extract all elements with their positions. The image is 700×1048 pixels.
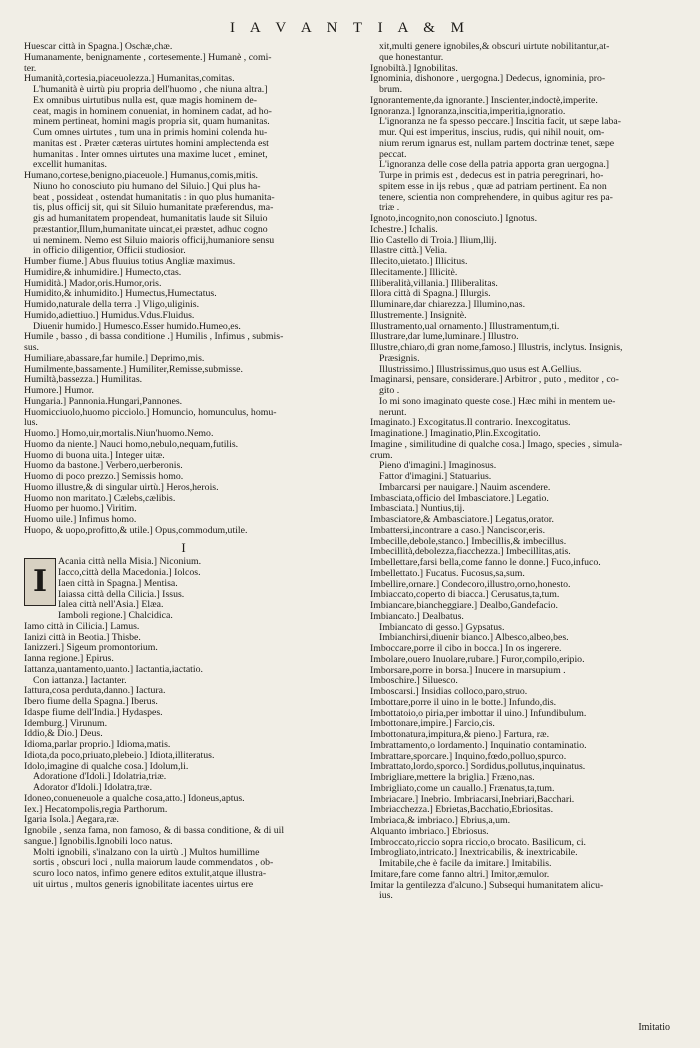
entry-line: Huomicciuolo,huomo picciolo.] Homuncio, homunculus, homu-	[24, 407, 277, 418]
entry-line: Humido,adiettiuo.] Humidus.Vdus.Fluidus.	[24, 310, 195, 321]
entry-line: Humanamente, benignamente , cortesemente.] Humanè , comi-	[24, 52, 272, 63]
entry-line: Huescar città in Spagna.] Oschæ,chæ.	[24, 42, 173, 52]
entry-line: Acania città nella Misia.] Niconium.	[58, 557, 202, 568]
entry-line: tenere, scientia non comprehendere, in quibus agitur res pa-	[379, 192, 613, 203]
entry-line: nerunt.	[379, 407, 407, 418]
right-entries	[370, 42, 692, 902]
entry-line: Imbriacare.] Inebrio. Imbriacarsi,Inebriari,Bacchari.	[370, 794, 575, 805]
entry-line: sortis , obscuri loci , nulla maiorum laude commendatos , ob-	[33, 858, 274, 869]
entry-line: peccat.	[379, 149, 407, 160]
entry-line: tis, plus officij sit, qui sit Siluio humanitate præferendus, ma-	[33, 203, 274, 214]
running-head	[0, 20, 700, 37]
entry-line: Imitabile,che è facile da imitare.] Imitabilis.	[379, 859, 552, 869]
entry-line: Ilio Castello di Troia.] Ilium,llij.	[370, 235, 497, 246]
entry-line: Imagine , similitudine di qualche cosa.] Imago, species , simula-	[370, 439, 623, 450]
entry-line: gito .	[379, 386, 400, 396]
entry-line: Imbiancato.] Dealbatus.	[370, 611, 464, 622]
entry-line: Illecito,uietato.] Illicitus.	[370, 257, 468, 267]
entry-line: Imbrigliato,come un cauallo.] Frænatus,ta,tum.	[370, 783, 555, 794]
catchword: Imitatio	[638, 1022, 670, 1033]
entry-line: Humidità.] Mador,oris.Humor,oris.	[24, 278, 162, 289]
running-head-text: I A V A N T I A & M	[229, 20, 471, 36]
entry-line: Imbasciatore,& Ambasciatore.] Legatus,orator.	[370, 515, 554, 525]
entry-line: Humanità,cortesia,piaceuolezza.] Humanitas,comitas.	[24, 74, 235, 85]
entry-line: ius.	[379, 891, 393, 902]
entry-line: Ignobile , senza fama, non famoso, & di bassa conditione, & di uil	[24, 826, 285, 836]
entry-line: humanitas . Inter omnes uirtutes una maxime lucet , eminet,	[33, 149, 268, 160]
entry-line: Imitare,fare come fanno altri.] Imitor,æmulor.	[370, 869, 550, 880]
entry-line: præstantior,Illum,humanitate uincat,ei præstet, adhuc cogno	[33, 224, 268, 235]
entry-line: sangue.] Ignobilis.Ignobili loco natus.	[24, 836, 173, 847]
entry-line: Imboscarsi.] Insidias colloco,paro,struo.	[370, 687, 528, 697]
entry-line: Humilmente,bassamente.] Humiliter,Remisse,submisse.	[24, 364, 243, 375]
dropcap-entries	[58, 557, 346, 622]
entry-line: Imbottonatura,impitura,& pieno.] Fartura, ræ.	[370, 730, 550, 740]
entry-line: Huomo per huomo.] Viritim.	[24, 504, 137, 515]
entry-line: brum.	[379, 85, 403, 95]
entry-line: Igaria Isola.] Aegara,ræ.	[24, 815, 119, 826]
entry-line: triæ .	[379, 203, 400, 214]
entry-line: Humore.] Humor.	[24, 386, 94, 396]
entry-line: Humile , basso , di bassa conditione .] Humilis , Infimus , submis-	[24, 332, 284, 343]
entry-line: Imbrattamento,o lordamento.] Inquinatio contaminatio.	[370, 740, 587, 751]
entry-line: Illustramento,ual ornamento.] Illustramentum,ti.	[370, 321, 560, 332]
entry-line: Imbrigliare,mettere la briglia.] Fræno,nas.	[370, 773, 535, 783]
entry-line: mur. Qui est imperitus, inscius, rudis, qui nihil nouit, om-	[379, 128, 605, 138]
dropcap-block	[24, 557, 346, 622]
entry-line: Iamboli regione.] Chalcidica.	[58, 611, 173, 621]
entry-line: Imbriacchezza.] Ebrietas,Bacchatio,Ebriositas.	[370, 805, 554, 816]
entry-line: Humano,cortese,benigno,piaceuole.] Humanus,comis,mitis.	[24, 171, 258, 181]
entry-line: Idaspe fiume dell'India.] Hydaspes.	[24, 707, 163, 718]
entry-line: Ianna regione.] Epirus.	[24, 654, 114, 664]
entry-line: Turpe in primis est , dedecus est in patria peregrinari, ho-	[379, 171, 604, 181]
entry-line: Illustrare,dar lume,luminare.] Illustro.	[370, 332, 519, 343]
entry-line: beat , possideat , ostendat humanitatis : in quo plus humanita-	[33, 192, 275, 203]
entry-line: Pieno d'imagini.] Imaginosus.	[379, 461, 497, 472]
entry-line: Ignorantemente,da ignorante.] Inscienter,indoctè,imperite.	[370, 95, 598, 106]
entry-line: L'humanità è uirtù piu propria dell'huomo , che niuna altra.]	[33, 85, 268, 95]
entry-line: Imbecillità,debolezza,fiacchezza.] Imbecillitas,atis.	[370, 547, 571, 558]
entry-line: Imbasciata.] Nuntius,tij.	[370, 504, 465, 515]
entry-line: Imbiancato di gesso.] Gypsatus.	[379, 622, 505, 633]
entry-line: L'ignoranza delle cose della patria apporta gran uergogna.]	[379, 160, 610, 171]
entry-line: Idiota,da poco,priuato,plebeio.] Idiota,illiteratus.	[24, 750, 215, 761]
entry-line: Iattanza,uantamento,uanto.] Iactantia,iactatio.	[24, 664, 203, 675]
entry-line: Illastre città.] Velia.	[370, 246, 448, 257]
entry-line: Huomo di poco prezzo.] Semissis homo.	[24, 472, 184, 482]
entry-line: ceat, magis in hominem conueniat, in hominem cadat, ad ho-	[33, 106, 272, 117]
entry-line: Imbrattare,sporcare.] Inquino,fœdo,polluo,spurco.	[370, 751, 567, 762]
entry-line: Præsignis.	[379, 353, 420, 364]
entry-line: Illora città di Spagna.] Illurgis.	[370, 289, 491, 300]
entry-line: Ignoto,incognito,non conosciuto.] Ignotus.	[370, 214, 538, 224]
entry-line: Idoneo,conueneuole a qualche cosa,atto.] Idoneus,aptus.	[24, 793, 245, 804]
entry-line: Illecitamente.] Illicitè.	[370, 267, 458, 278]
entry-line: Huopo, & uopo,profitto,& utile.] Opus,commodum,utile.	[24, 525, 248, 536]
entry-line: Humiltà,bassezza.] Humilitas.	[24, 375, 143, 386]
entry-line: Imaginato.] Excogitatus.Il contrario. Inexcogitatus.	[370, 418, 571, 429]
entry-line: sus.	[24, 343, 39, 353]
entry-line: Illustrissimo.] Illustrissimus,quo usus est A.Gellius.	[379, 364, 582, 375]
entry-line: Imbolare,ouero Inuolare,rubare.] Furor,compilo,eripio.	[370, 654, 585, 665]
entry-line: Huomo uile.] Infimus homo.	[24, 515, 137, 525]
entry-line: Humber fiume.] Abus fluuius totius Angliæ maximus.	[24, 257, 236, 267]
entry-line: Iaiassa città della Cilicia.] Issus.	[58, 589, 185, 600]
entry-line: Cum omnes uirtutes , tum una in primis homini colenda hu-	[33, 128, 268, 138]
entry-line: uit uirtus , multos generis ignobilitate iacentes uirtus ere	[33, 879, 254, 890]
entry-line: Huomo di buona uita.] Integer uitæ.	[24, 450, 165, 461]
entry-line: Imbattersi,incontrare a caso.] Nanciscor,eris.	[370, 525, 546, 536]
entry-line: Idolo,imagine di qualche cosa.] Idolum,li.	[24, 761, 189, 772]
entry-line: Humiliare,abassare,far humile.] Deprimo,mis.	[24, 353, 205, 364]
entry-line: Ichestre.] Ichalis.	[370, 224, 438, 235]
entry-line: Imbottonare,impire.] Farcio,cis.	[370, 719, 495, 730]
entry-line: Imbellire,ornare.] Condecoro,illustro,orno,honesto.	[370, 579, 571, 590]
entry-line: Ignominia, dishonore , uergogna.] Dedecus, ignominia, pro-	[370, 74, 606, 85]
entry-line: Molti ignobili, s'inalzano con la uirtù .] Multos humillime	[33, 847, 260, 858]
entry-line: Ianizzeri.] Sigeum promontorium.	[24, 643, 158, 654]
entry-line: Illustre,chiaro,di gran nome,famoso.] Illustris, inclytus. Insignis,	[370, 343, 623, 353]
entry-line: Adorator d'Idoli.] Idolatra,træ.	[33, 783, 153, 793]
entry-line: Huomo non maritato.] Cælebs,cælibis.	[24, 493, 176, 504]
left-entries	[24, 42, 346, 537]
entry-line: Iamo città in Cilicia.] Lamus.	[24, 621, 140, 632]
entry-line: scuro loco natos, infimo genere editos extulit,atque illustra-	[33, 869, 267, 879]
entry-line: Imbottatoio,o piria,per imbottar il uino.] Infundibulum.	[370, 708, 587, 719]
entry-line: Imboschire.] Siluesco.	[370, 676, 458, 687]
entry-line: Niuno ho conosciuto piu humano del Siluio.] Qui plus ha-	[33, 181, 261, 192]
entry-line: Diuenir humido.] Humesco.Esser humido.Humeo,es.	[33, 321, 241, 332]
entry-line: Imbecille,debole,stanco.] Imbecillis,& imbecillus.	[370, 536, 567, 547]
entry-line: Huomo da bastone.] Verbero,uerberonis.	[24, 461, 183, 472]
entry-line: excellit humanitas.	[33, 160, 107, 171]
entry-line: minem pertineat, homini magis propria sit, quam humanitas.	[33, 117, 270, 128]
entry-line: Illiberalità,villania.] Illiberalitas.	[370, 278, 498, 289]
entry-line: Imbiaccato,coperto di biacca.] Cerusatus,ta,tum.	[370, 590, 560, 601]
entry-line: Adoratione d'Idoli.] Idolatria,triæ.	[33, 772, 167, 783]
entry-line: ter.	[24, 63, 37, 74]
entry-line: lus.	[24, 418, 38, 429]
entry-line: nium rerum ignarus est, nullam partem doctrinæ tenet, sæpe	[379, 138, 615, 149]
entry-line: Imbarcarsi per nauigare.] Nauim ascendere.	[379, 482, 551, 493]
right-column	[370, 42, 692, 902]
entry-line: manitas est . Præter cæteras uirtutes homini amplectenda est	[33, 138, 269, 149]
entry-line: crum.	[370, 450, 393, 461]
entry-line: Ianizi città in Beotia.] Thisbe.	[24, 632, 141, 643]
entry-line: Imbasciata,officio del Imbasciatore.] Legatio.	[370, 493, 549, 504]
entry-line: Iaen città in Spagna.] Mentisa.	[58, 578, 178, 589]
entry-line: Huomo.] Homo,uir,mortalis.Niun'huomo.Nemo.	[24, 429, 214, 439]
entry-line: Humidire,& inhumidire.] Humecto,ctas.	[24, 267, 182, 278]
entry-line: Humido,naturale della terra .] Vligo,uliginis.	[24, 300, 200, 310]
entry-line: Idemburg.] Virunum.	[24, 718, 108, 729]
entry-line: Io mi sono imaginato queste cose.] Hæc mihi in mentem ue-	[379, 396, 616, 407]
entry-line: Imbianchirsi,diuenir bianco.] Albesco,albeo,bes.	[379, 633, 569, 644]
entry-line: L'ignoranza ne fa spesso peccare.] Inscitia facit, ut sæpe laba-	[379, 117, 621, 128]
entry-line: Imaginarsi, pensare, considerare.] Arbitror , puto , meditor , co-	[370, 375, 619, 386]
entry-line: Imbellettato.] Fucatus. Fucosus,sa,sum.	[370, 568, 525, 579]
section-letter: I	[181, 539, 189, 555]
entry-line: Alquanto imbriaco.] Ebriosus.	[370, 826, 489, 837]
entry-line: Ignoranza.] Ignoranza,inscitia,imperitia,ignoratio.	[370, 106, 566, 117]
entry-line: xit,multi genere ignobiles,& obscuri uirtute nobilitantur,at-	[379, 42, 610, 52]
entry-line: gis ad humanitatem propendeat, humanitatis laude sit Siluio	[33, 214, 268, 224]
entry-line: Fattor d'imagini.] Statuarius.	[379, 472, 492, 482]
left-after-entries	[24, 622, 346, 891]
entry-line: Imbottare,porre il uino in le botte.] Infundo,dis.	[370, 697, 557, 708]
entry-line: Iacco,città della Macedonia.] Iolcos.	[58, 568, 201, 578]
entry-line: Illuminare,dar chiarezza.] Illumino,nas.	[370, 300, 526, 310]
entry-line: Ibero fiume della Spagna.] Iberus.	[24, 697, 158, 707]
dropcap-initial: I	[24, 558, 56, 606]
entry-line: Imbiancare,biancheggiare.] Dealbo,Gandefacio.	[370, 601, 558, 611]
entry-line: Hungaria.] Pannonia.Hungari,Pannones.	[24, 396, 183, 407]
entry-line: Imborsare,porre in borsa.] Inucere in marsupium .	[370, 665, 566, 676]
entry-line: Ignobiltà.] Ignobilitas.	[370, 63, 458, 74]
entry-line: Imbrattato,lordo,sporco.] Sordidus,pollutus,inquinatus.	[370, 762, 586, 773]
entry-line: Imitar la gentilezza d'alcuno.] Subsequi humanitatem alicu-	[370, 880, 604, 891]
entry-line: Ialea città nell'Asia.] Elæa.	[58, 600, 164, 611]
entry-line: que honestantur.	[379, 52, 444, 63]
entry-line: in officio diligentior, Officii studiosior.	[33, 246, 186, 257]
left-column	[24, 42, 346, 891]
entry-line: Imbriaca,& imbriaco.] Ebrius,a,um.	[370, 816, 511, 826]
entry-line: Iex.] Hecatompolis,regia Parthorum.	[24, 804, 168, 815]
entry-line: Huomo da niente.] Nauci homo,nebulo,nequam,futilis.	[24, 439, 239, 450]
entry-line: Imboccare,porre il cibo in bocca.] In os ingerere.	[370, 644, 562, 654]
entry-line: Illustremente.] Insignitè.	[370, 310, 467, 321]
entry-line: Imbroccato,riccio sopra riccio,o brocato. Basilicum, ci.	[370, 837, 586, 848]
entry-line: Iddio,& Dio.] Deus.	[24, 729, 103, 740]
entry-line: Con iattanza.] Iactanter.	[33, 675, 127, 686]
entry-line: Idioma,parlar proprio.] Idioma,matis.	[24, 740, 171, 750]
entry-line: spitem esse in ijs rebus , quæ ad patriam pertinent. Ea non	[379, 181, 607, 192]
entry-line: Ex omnibus uirtutibus nulla est, quæ magis hominem de-	[33, 95, 257, 106]
entry-line: Humidito,& inhumidito.] Humectus,Humectatus.	[24, 289, 217, 300]
entry-line: Imbrogliato,intricato.] Inextricabilis, & inextricabile.	[370, 848, 578, 859]
entry-line: ui neminem. Nemo est Siluio maioris officij,humaniore sensu	[33, 235, 275, 246]
entry-line: Iattura,cosa perduta,danno.] Iactura.	[24, 686, 166, 697]
entry-line: Imbellettare,farsi bella,come fanno le donne.] Fuco,infuco.	[370, 558, 601, 568]
entry-line: Imaginatione.] Imaginatio,Plin.Excogitatio.	[370, 429, 541, 439]
entry-line: Huomo illustre,& di singular uirtù.] Heros,herois.	[24, 482, 219, 493]
